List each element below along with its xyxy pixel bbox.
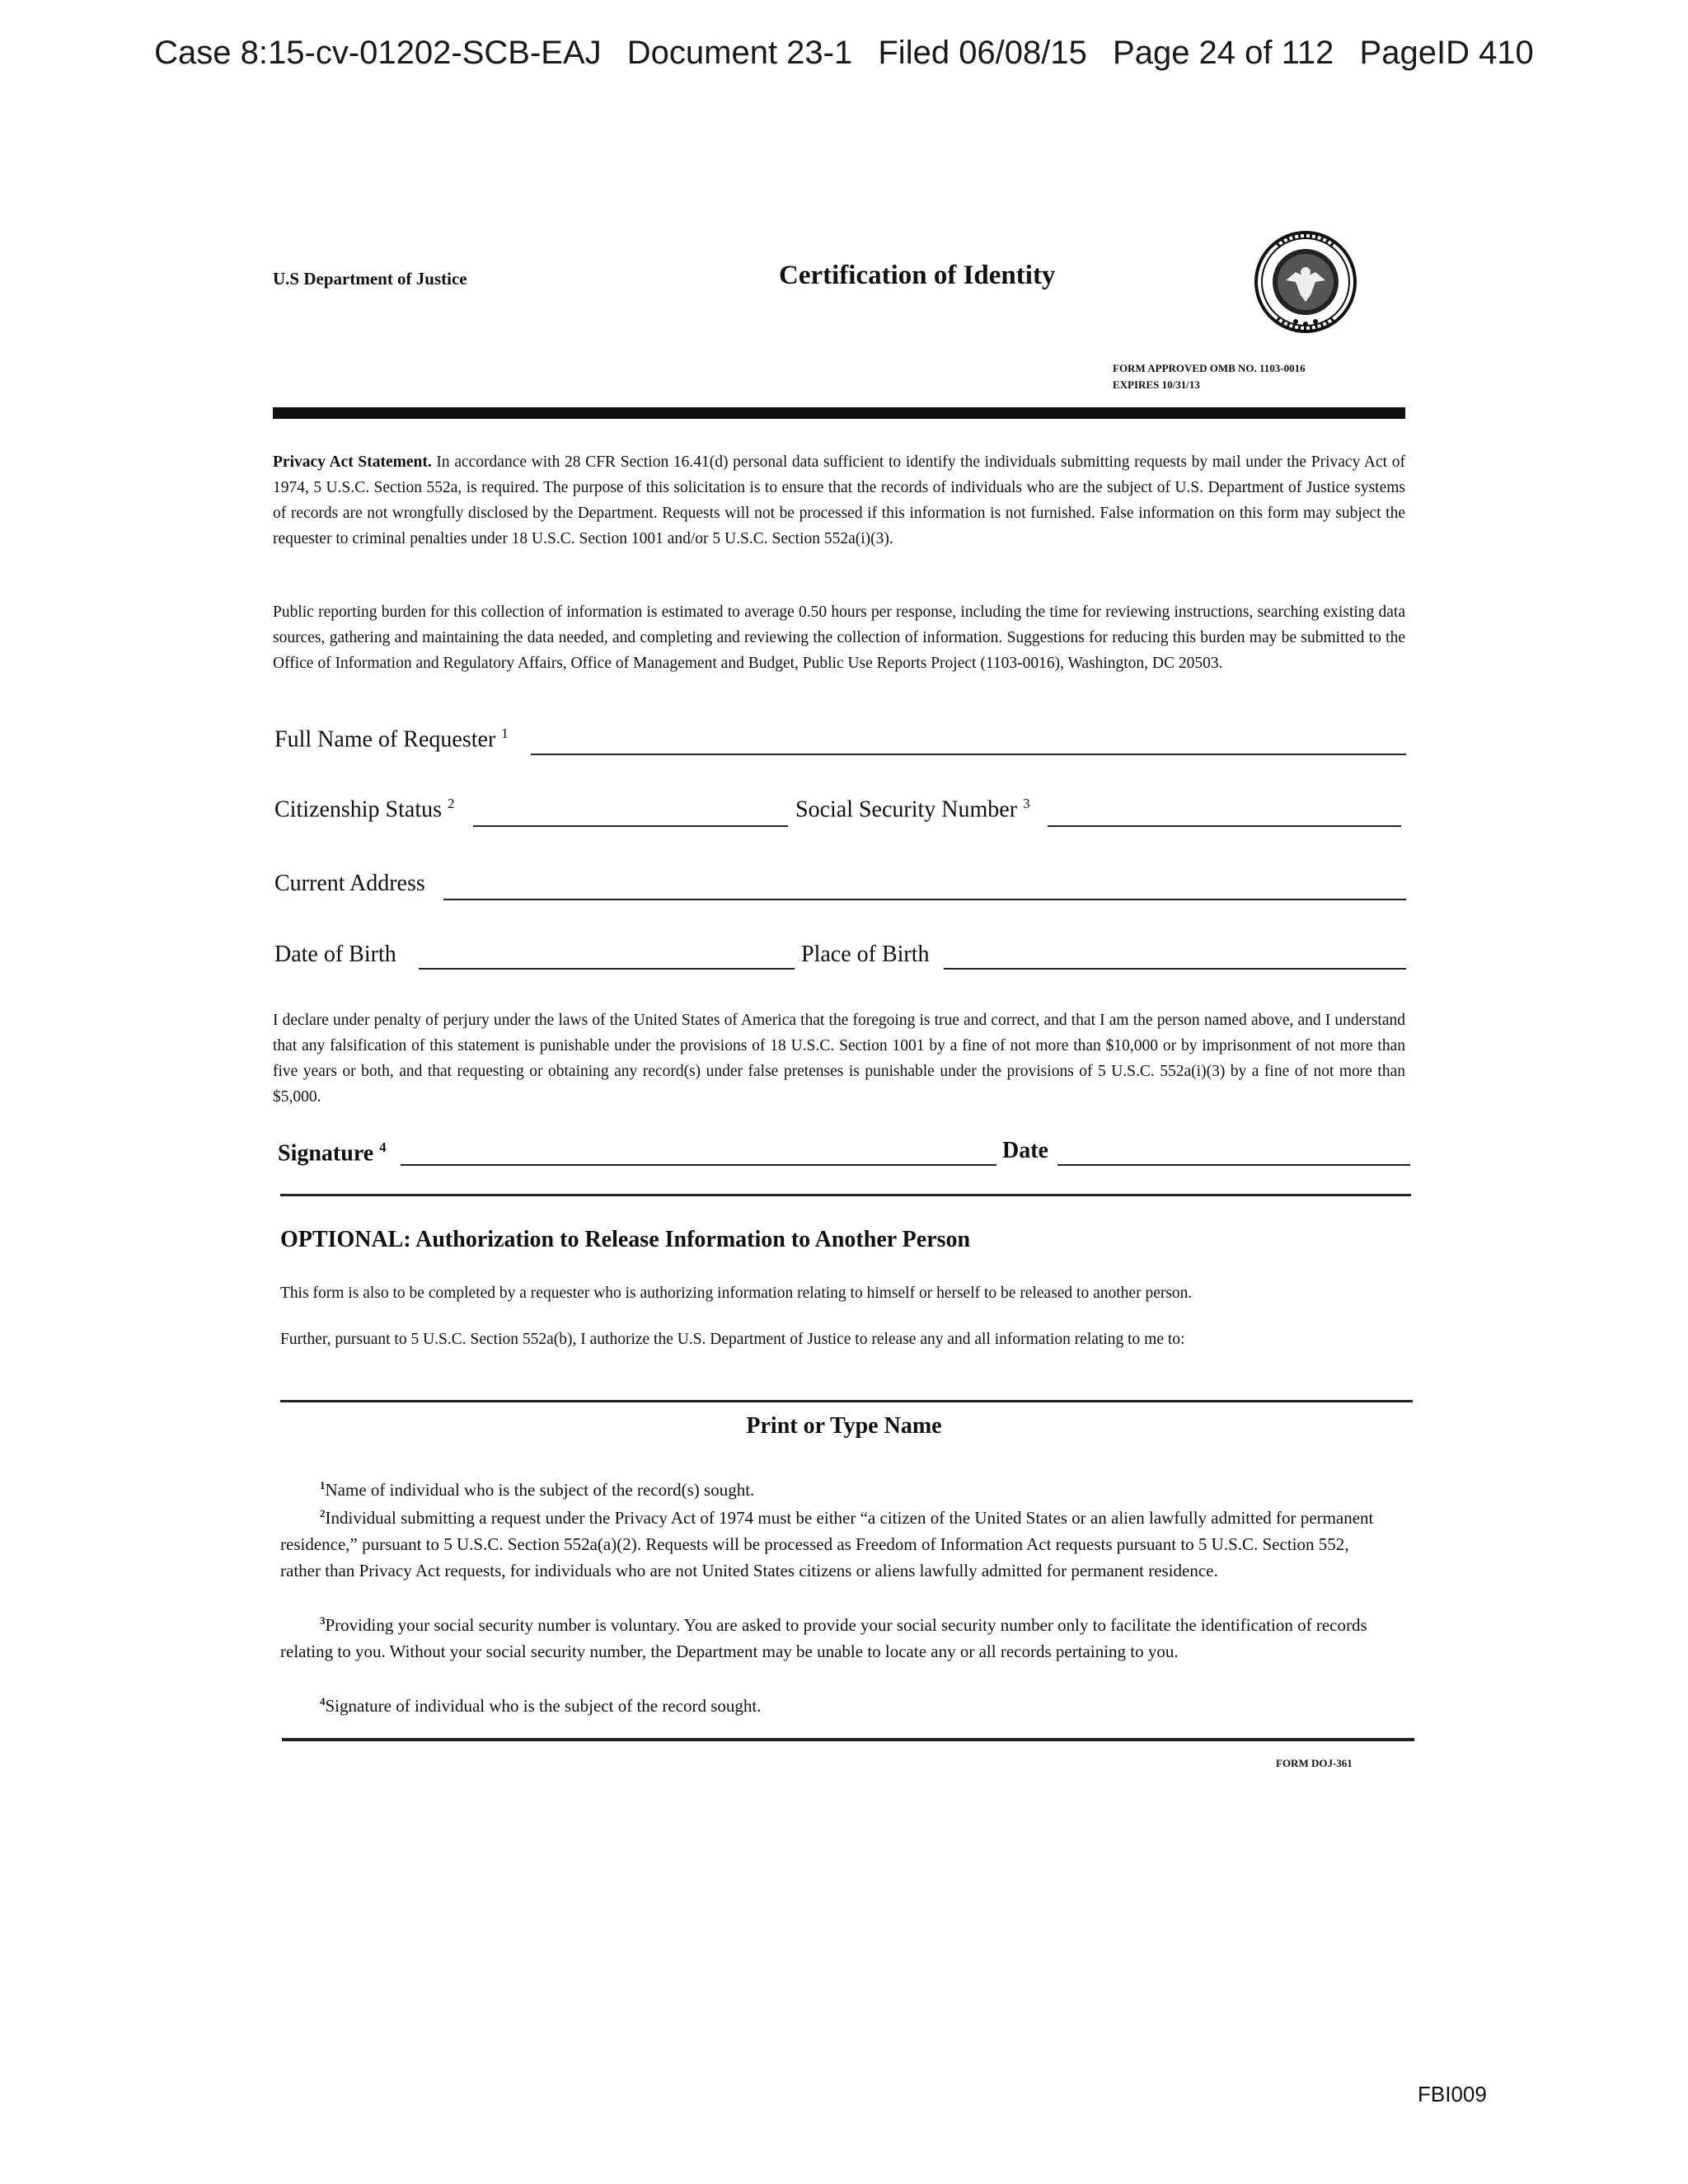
print-name-field[interactable] <box>280 1400 1413 1402</box>
optional-instructions: This form is also to be completed by a requester who is authorizing information relating to himself or herself to be released to another person. <box>280 1285 1193 1302</box>
footnote-1: $^1$Name of individual who is the subject of the record(s) sought. <box>320 1479 755 1500</box>
header-divider <box>273 407 1405 419</box>
place-of-birth-label: Place of Birth <box>801 942 930 967</box>
footnote-2: $^2$Individual submitting a request under the Privacy Act of 1974 must be either “a citizen of the United States or an alien lawfully admitted for permanent residence,” pursuant to 5 U.S.C. Section 552a(a)(2). Requests will be processed as Freedom of Information Act requests pursuant to 5 U.S.C. Section 552, rather than Privacy Act requests, for individuals who are not United States citizens or aliens lawfully admitted for permanent residence. <box>280 1507 1374 1580</box>
omb-expiry: EXPIRES 10/31/13 <box>1113 378 1200 391</box>
footnote-number: 1 <box>320 1479 326 1491</box>
release-authorization: Further, pursuant to 5 U.S.C. Section 552a(b), I authorize the U.S. Department of Justice to release any and all information relating to me to: <box>280 1331 1185 1348</box>
citizenship-status-label: Citizenship Status $^2$ <box>274 796 455 823</box>
footer-divider <box>282 1738 1414 1741</box>
ssn-label: Social Security Number $^3$ <box>795 796 1030 823</box>
footnote-ref: 3 <box>1023 796 1030 811</box>
agency-name: U.S Department of Justice <box>273 269 467 289</box>
document-number: Document 23-1 <box>626 35 853 71</box>
full-name-label: Full Name of Requester $^1$ <box>274 726 509 753</box>
date-field[interactable] <box>1057 1164 1410 1166</box>
print-name-label: Print or Type Name <box>746 1413 942 1439</box>
privacy-act-lead: Privacy Act Statement. <box>273 453 432 471</box>
date-of-birth-label: Date of Birth <box>274 942 396 967</box>
case-number: Case 8:15-cv-01202-SCB-EAJ <box>154 35 602 71</box>
signature-field[interactable] <box>401 1164 996 1166</box>
current-address-field[interactable] <box>443 899 1406 900</box>
omb-number: FORM APPROVED OMB NO. 1103-0016 <box>1113 362 1306 374</box>
footnote-ref: 2 <box>448 796 455 811</box>
perjury-declaration: I declare under penalty of perjury under the laws of the United States of America that the foregoing is true and correct, and that I am the person named above, and I understand that any falsification of this statement is punishable under the provisions of 18 U.S.C. Section 1001 by a fine of not more than $10,000 or by imprisonment of not more than five years or both, and that requesting or obtaining any record(s) under false pretenses is punishable under the provisions of 5 U.S.C. 552a(i)(3) by a fine of not more than $5,000. <box>273 1012 1405 1106</box>
footnote-number: 2 <box>320 1507 326 1519</box>
case-header <box>0 35 1688 72</box>
signature-label: Signature $^4$ <box>278 1139 387 1167</box>
date-of-birth-field[interactable] <box>419 968 795 970</box>
section-divider <box>280 1194 1411 1196</box>
place-of-birth-field[interactable] <box>944 968 1406 970</box>
optional-section-title: OPTIONAL: Authorization to Release Information to Another Person <box>280 1227 971 1252</box>
current-address-label: Current Address <box>274 871 425 896</box>
footnote-3: $^3$Providing your social security number is voluntary. You are asked to provide your social security number only to facilitate the identification of records relating to you. Without your social security number, the Department may be unable to locate any or all records pertaining to you. <box>280 1614 1367 1661</box>
form-title: Certification of Identity <box>779 261 1056 290</box>
privacy-act-text: In accordance with 28 CFR Section 16.41(d) personal data sufficient to identify the individuals submitting requests by mail under the Privacy Act of 1974, 5 U.S.C. Section 552a, is required. The purpose of this solicitation is to ensure that the records of individuals who are the subject of U.S. Department of Justice systems of records are not wrongfully disclosed by the Department. Requests will not be processed if this information is not furnished. False information on this form may subject the requester to criminal penalties under 18 U.S.C. Section 1001 and/or 5 U.S.C. Section 552a(i)(3). <box>273 453 1405 547</box>
privacy-act-statement <box>273 449 1405 552</box>
footnote-4: $^4$Signature of individual who is the subject of the record sought. <box>320 1695 762 1716</box>
date-label: Date <box>1002 1138 1048 1163</box>
doj-seal-icon <box>1253 229 1358 335</box>
burden-statement: Public reporting burden for this collection of information is estimated to average 0.50 hours per response, including the time for reviewing instructions, searching existing data sources, gathering and maintaining the data needed, and completing and reviewing the collection of information. Suggestions for reducing this burden may be submitted to the Office of Information and Regulatory Affairs, Office of Management and Budget, Public Use Reports Project (1103-0016), Washington, DC 20503. <box>273 604 1405 672</box>
citizenship-status-field[interactable] <box>473 825 788 827</box>
footnote-number: 3 <box>320 1614 326 1627</box>
filed-date: Filed 06/08/15 <box>878 35 1087 71</box>
footnote-ref: 1 <box>501 726 509 741</box>
footnote-number: 4 <box>320 1695 326 1707</box>
page-number: Page 24 of 112 <box>1113 35 1334 71</box>
ssn-field[interactable] <box>1048 825 1401 827</box>
full-name-field[interactable] <box>531 754 1406 755</box>
omb-approval <box>1113 360 1306 393</box>
form-number: FORM DOJ-361 <box>1276 1757 1353 1769</box>
footnote-ref: 4 <box>379 1139 387 1155</box>
page-id: PageID 410 <box>1359 35 1534 71</box>
bates-number: FBI009 <box>1418 2082 1487 2107</box>
